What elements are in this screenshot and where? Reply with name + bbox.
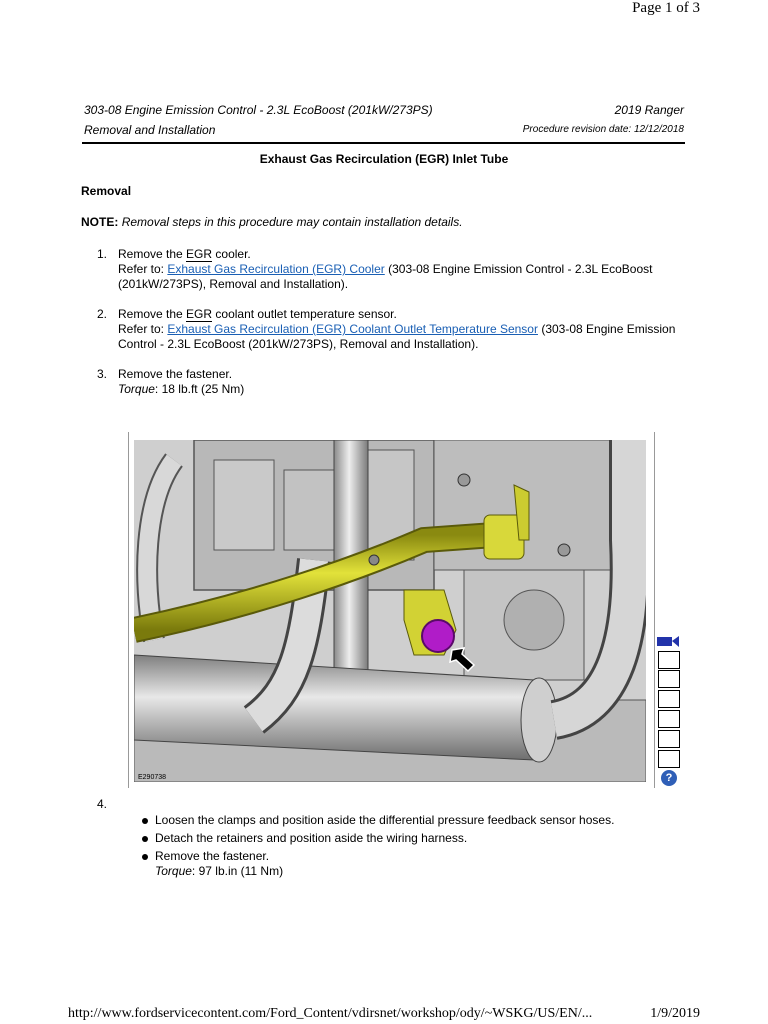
video-camera-icon[interactable] [656, 632, 681, 650]
link-egr-coolant-sensor[interactable]: Exhaust Gas Recirculation (EGR) Coolant Outlet Temperature Sensor [167, 322, 538, 336]
list-item [141, 813, 614, 828]
refer-to-label: Refer to: [118, 322, 168, 336]
toolbar-box[interactable] [658, 730, 680, 748]
page-title: Exhaust Gas Recirculation (EGR) Inlet Tube [259, 152, 509, 166]
step-4-number: 4. [97, 797, 108, 811]
header-revision-date: Procedure revision date: 12/12/2018 [522, 124, 684, 135]
step-text: Remove the fastener. [118, 367, 233, 381]
section-heading: Removal [81, 184, 132, 198]
footer-date: 1/9/2019 [650, 1006, 700, 1021]
header-vehicle: 2019 Ranger [614, 103, 684, 117]
note-text: Removal steps in this procedure may contain installation details. [121, 215, 463, 229]
torque-value: : 97 lb.in (11 Nm) [191, 864, 284, 878]
toolbar-box[interactable] [658, 710, 680, 728]
engine-illustration [134, 440, 646, 782]
torque-label: Torque [118, 382, 155, 396]
torque-value: : 18 lb.ft (25 Nm) [154, 382, 245, 396]
toolbar-box[interactable] [658, 690, 680, 708]
header-left [84, 100, 433, 140]
header-right [523, 100, 684, 140]
footer-url: http://www.fordservicecontent.com/Ford_Content/vdirsnet/workshop/ody/~WSKG/US/EN/... [68, 1006, 593, 1021]
refer-to-label: Refer to: [118, 262, 168, 276]
header-procedure-type: Removal and Installation [84, 123, 216, 137]
step-text-post: cooler. [212, 247, 251, 261]
step-2 [97, 307, 687, 352]
bullet-text: Detach the retainers and position aside the wiring harness. [155, 831, 468, 845]
step-text-post: coolant outlet temperature sensor. [212, 307, 397, 321]
toolbar-box[interactable] [658, 670, 680, 688]
step-text-pre: Remove the [118, 307, 187, 321]
list-item [141, 831, 614, 846]
step-number: 3. [97, 367, 108, 381]
bullet-text: Loosen the clamps and position aside the differential pressure feedback sensor hoses. [155, 813, 615, 827]
help-icon[interactable]: ? [661, 770, 677, 786]
list-item [141, 849, 614, 879]
step-1 [97, 247, 687, 292]
egr-inlet-tube-illustration [134, 440, 646, 782]
step-3 [97, 367, 687, 397]
header-divider [82, 142, 685, 144]
figure-label: E290738 [138, 774, 167, 781]
step-number: 1. [97, 247, 108, 261]
toolbar-box[interactable] [658, 651, 680, 669]
note-label: NOTE: [81, 215, 119, 229]
page-number: Page 1 of 3 [632, 0, 700, 16]
header-manual-section: 303-08 Engine Emission Control - 2.3L EcoBoost (201kW/273PS) [84, 103, 433, 117]
toolbar-box[interactable] [658, 750, 680, 768]
torque-label: Torque [155, 864, 192, 878]
abbreviation-egr[interactable]: EGR [186, 247, 213, 261]
refer-suffix: (303-08 Engine Emission Control - 2.3L EcoBoost (201kW/273PS), Removal and Installation). [118, 262, 653, 291]
step-text-pre: Remove the [118, 247, 187, 261]
bullet-text: Remove the fastener. [155, 849, 270, 863]
note [81, 215, 463, 229]
step-4-list [141, 813, 614, 882]
step-number: 2. [97, 307, 108, 321]
refer-suffix: (303-08 Engine Emission Control - 2.3L EcoBoost (201kW/273PS), Removal and Installation). [118, 322, 676, 351]
abbreviation-egr[interactable]: EGR [186, 307, 213, 321]
link-egr-cooler[interactable]: Exhaust Gas Recirculation (EGR) Cooler [167, 262, 385, 276]
